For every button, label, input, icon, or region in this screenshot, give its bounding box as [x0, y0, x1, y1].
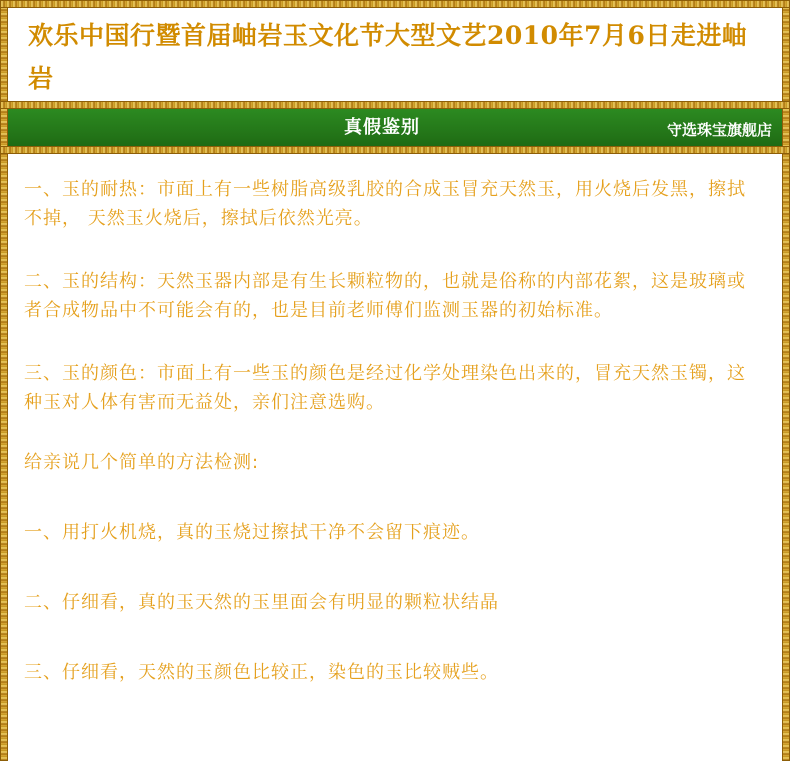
spacer: [24, 417, 764, 448]
paragraph-method-three: 三、仔细看，天然的玉颜色比较正，染色的玉比较贼些。: [24, 662, 499, 683]
store-name: 守选珠宝旗舰店: [666, 121, 772, 139]
top-gold-border: [0, 0, 790, 8]
paragraph-methods-intro: 给亲说几个简单的方法检测:: [24, 452, 260, 473]
paragraph-structure-test: 二、玉的结构：天然玉器内部是有生长颗粒物的，也就是俗称的内部花絮，这是玻璃或者合成物品中不可能会有的，也是目前老师傅们监测玉器的初始标准。: [24, 271, 746, 321]
left-gold-border: [0, 0, 8, 761]
paragraph-method-two: 二、仔细看，真的玉天然的玉里面会有明显的颗粒状结晶: [24, 592, 499, 613]
spacer: [24, 547, 764, 588]
page-title: 欢乐中国行暨首届岫岩玉文化节大型文艺2010年7月6日走进岫岩: [28, 21, 748, 93]
section-title: 真假鉴别: [344, 117, 420, 138]
paragraph-method-one: 一、用打火机烧，真的玉烧过擦拭干净不会留下痕迹。: [24, 522, 480, 543]
spacer: [24, 325, 764, 359]
content-body: [24, 175, 764, 687]
right-gold-border: [782, 0, 790, 761]
spacer: [24, 233, 764, 267]
paragraph-color-test: 三、玉的颜色：市面上有一些玉的颜色是经过化学处理染色出来的，冒充天然玉镯，这种玉对人体有害而无益处，亲们注意选购。: [24, 363, 746, 413]
section-bottom-gold-border: [0, 146, 790, 154]
spacer: [24, 617, 764, 658]
divider-gold-border: [0, 101, 790, 109]
spacer: [24, 477, 764, 518]
paragraph-heat-test: 一、玉的耐热：市面上有一些树脂高级乳胶的合成玉冒充天然玉，用火烧后发黑，擦拭不掉， 天然玉火烧后，擦拭后依然光亮。: [24, 179, 746, 229]
